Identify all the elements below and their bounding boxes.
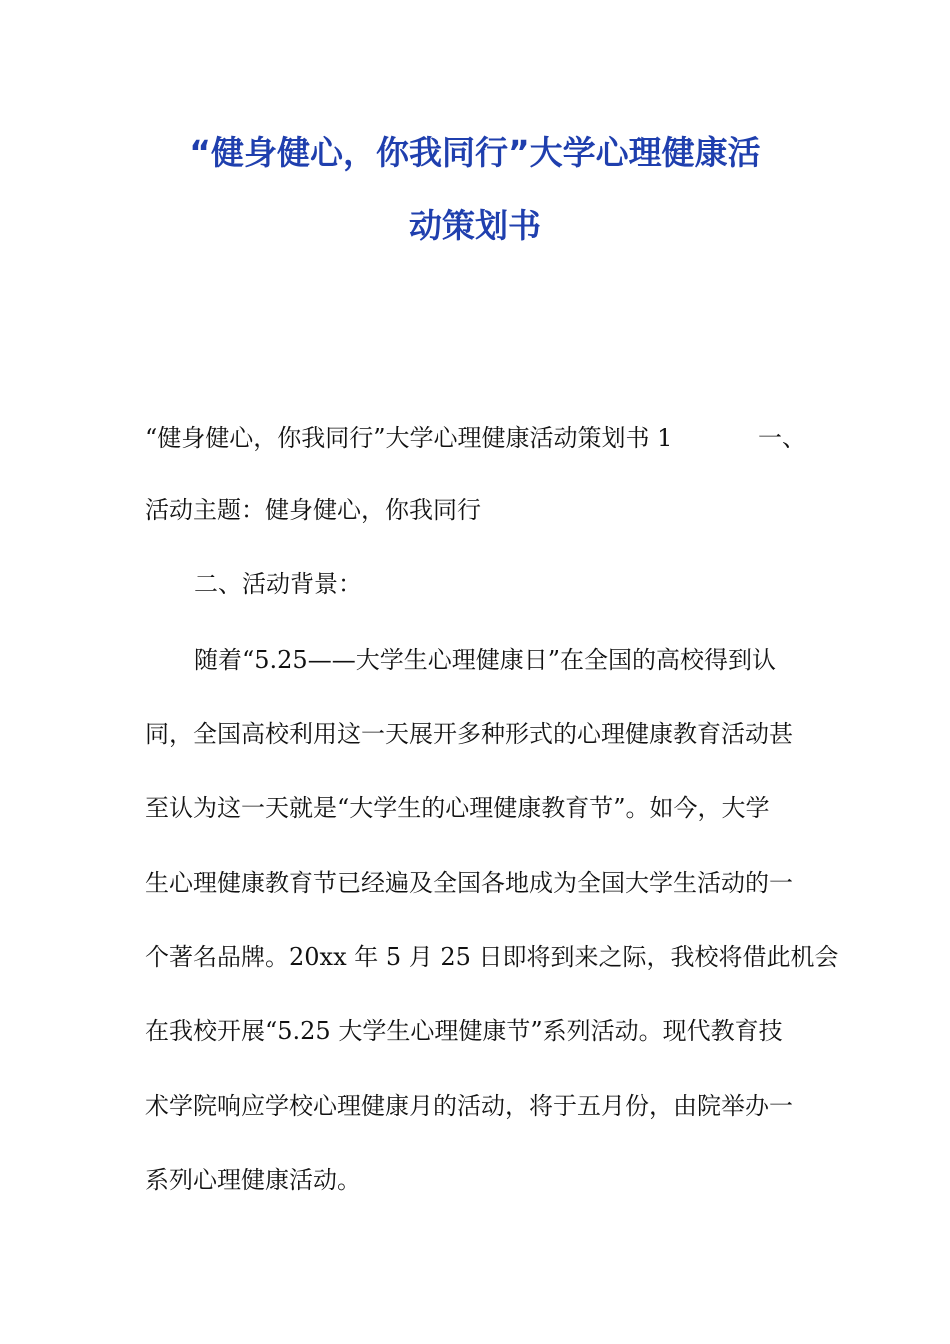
section-1-text: 活动主题：健身健心，你我同行 (145, 496, 481, 524)
document-title-line-1: “健身健心，你我同行”大学心理健康活 (189, 133, 761, 172)
paragraph-line: 系列心理健康活动。 (145, 1166, 361, 1194)
paragraph-line: 在我校开展“5.25 大学生心理健康节”系列活动。现代教育技 (145, 1017, 783, 1045)
paragraph-line: 随着“5.25——大学生心理健康日”在全国的高校得到认 (194, 646, 776, 674)
paragraph-line: 个著名品牌。20xx 年 5 月 25 日即将到来之际，我校将借此机会 (145, 943, 839, 971)
section-1-number: 一、 (758, 424, 806, 452)
body-heading-line: “健身健心，你我同行”大学心理健康活动策划书 1 (145, 424, 673, 452)
paragraph-line: 至认为这一天就是“大学生的心理健康教育节”。如今，大学 (145, 794, 770, 822)
section-2-heading: 二、活动背景： (194, 570, 362, 598)
paragraph-line: 生心理健康教育节已经遍及全国各地成为全国大学生活动的一 (145, 869, 793, 897)
document-title-line-2: 动策划书 (409, 206, 541, 245)
paragraph-line: 同，全国高校利用这一天展开多种形式的心理健康教育活动甚 (145, 720, 793, 748)
paragraph-line: 术学院响应学校心理健康月的活动，将于五月份，由院举办一 (145, 1092, 793, 1120)
